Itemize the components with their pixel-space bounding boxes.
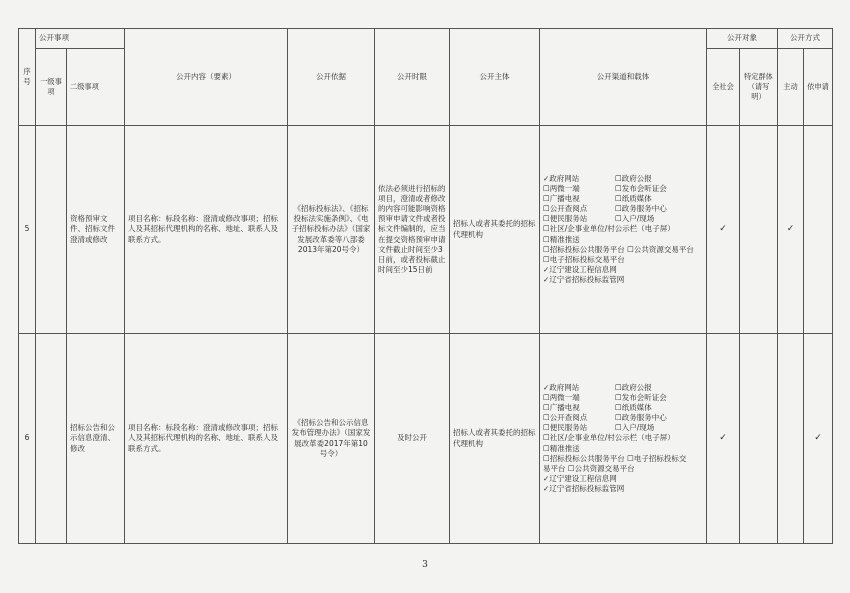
- channel-label: ☐社区/企事业单位/村公示栏（电子屏）: [543, 224, 675, 234]
- channel-item: [543, 275, 703, 285]
- channel-label: ☐政务服务中心: [615, 413, 667, 423]
- row-aud-specific: [740, 334, 778, 544]
- header-basis: 公开依据: [288, 29, 375, 126]
- channel-item: [543, 245, 703, 255]
- channel-item: [543, 474, 703, 484]
- table-row: [19, 334, 833, 544]
- channel-label: 易平台 ☐公共资源交易平台: [543, 463, 635, 473]
- header-method-request: 依申请: [804, 49, 833, 126]
- channel-item: [543, 224, 703, 234]
- row-level1: [36, 126, 67, 334]
- channel-item: [543, 454, 703, 464]
- channel-item: [543, 464, 703, 474]
- row-subject: 招标人或者其委托的招标代理机构: [450, 334, 540, 544]
- table-row: [19, 126, 833, 334]
- row-level1: [36, 334, 67, 544]
- channel-label: ✓辽宁省招标投标监管网: [543, 484, 625, 494]
- row-method-request: ✓: [804, 334, 833, 544]
- channel-label: ☐两微一端: [543, 392, 580, 402]
- channel-label: ✓政府网站: [543, 382, 580, 392]
- row-level2: 招标公告和公示信息澄清、修改: [67, 334, 125, 544]
- row-basis: 《招标公告和公示信息发布管理办法》（国家发展改革委2017年第10号令）: [288, 334, 375, 544]
- header-subject: 公开主体: [450, 29, 540, 126]
- channel-item: [543, 204, 703, 214]
- row-aud-specific: [740, 126, 778, 334]
- row-seq: 6: [19, 334, 36, 544]
- channel-item: [543, 184, 703, 194]
- row-time-limit: 依法必须进行招标的项目，澄清或者修改的内容可能影响资格预审申请文件或者投标文件编制的，应当在提交资格预审申请文件截止时间至少3日前，或者投标截止时间至少15日前: [375, 126, 450, 334]
- channel-item: [543, 174, 703, 184]
- page-number: 3: [422, 560, 428, 570]
- row-basis: 《招标投标法》、《招标投标法实施条例》、《电子招标投标办法》（国家发展改革委等八部委 2013年第20号令）: [288, 126, 375, 334]
- header-audience: 公开对象: [707, 29, 778, 49]
- channel-label: ✓辽宁省招标投标监管网: [543, 275, 625, 285]
- channel-label: ✓辽宁建设工程信息网: [543, 264, 617, 274]
- channel-label: ☐政府公报: [615, 173, 652, 183]
- header-seq: 序号: [19, 29, 36, 126]
- channel-item: [543, 194, 703, 204]
- row-aud-all: ✓: [707, 334, 740, 544]
- channel-label: ☐便民服务站: [543, 423, 588, 433]
- channel-label: ☐广播电视: [543, 194, 580, 204]
- channel-item: [543, 484, 703, 494]
- channel-label: ☐两微一端: [543, 183, 580, 193]
- channel-label: ☐招标投标公共服务平台 ☐公共资源交易平台: [543, 244, 694, 254]
- row-channels: [540, 334, 707, 544]
- header-method: 公开方式: [778, 29, 833, 49]
- channel-label: ☐招标投标公共服务平台 ☐电子招标投标交: [543, 453, 687, 463]
- channel-item: [543, 255, 703, 265]
- header-aud-specific: 特定群体（请写明）: [740, 49, 778, 126]
- header-content: 公开内容（要素）: [125, 29, 288, 126]
- row-subject: 招标人或者其委托的招标代理机构: [450, 126, 540, 334]
- channel-item: [543, 214, 703, 224]
- header-matters: 公开事项: [36, 29, 125, 49]
- channel-label: ☐纸质媒体: [615, 403, 652, 413]
- channel-item: [543, 383, 703, 393]
- row-channels: [540, 126, 707, 334]
- header-level1: 一级事项: [36, 49, 67, 126]
- channel-label: ☐入户/现场: [615, 423, 655, 433]
- header-method-active: 主动: [778, 49, 804, 126]
- row-content: 项目名称：标段名称：澄清或修改事项；招标人及其招标代理机构的名称、地址、联系人及联系方式。: [125, 334, 288, 544]
- document-page: [18, 28, 832, 548]
- header-channels: 公开渠道和载体: [540, 29, 707, 126]
- row-content: 项目名称：标段名称：澄清或修改事项；招标人及其招标代理机构的名称、地址、联系人及联系方式。: [125, 126, 288, 334]
- channel-label: ☐公开查阅点: [543, 413, 588, 423]
- channel-label: ☐电子招标投标交易平台: [543, 254, 625, 264]
- channel-label: ☐社区/企事业单位/村公示栏（电子屏）: [543, 433, 675, 443]
- channel-item: [543, 433, 703, 443]
- row-method-request: [804, 126, 833, 334]
- channel-item: [543, 265, 703, 275]
- channel-item: [543, 393, 703, 403]
- row-method-active: [778, 334, 804, 544]
- row-level2: 资格预审文件、招标文件澄清或修改: [67, 126, 125, 334]
- channel-label: ☐政务服务中心: [615, 204, 667, 214]
- header-aud-all: 全社会: [707, 49, 740, 126]
- row-time-limit: 及时公开: [375, 334, 450, 544]
- row-aud-all: ✓: [707, 126, 740, 334]
- row-method-active: ✓: [778, 126, 804, 334]
- channel-label: ☐精准推送: [543, 443, 580, 453]
- channel-label: ☐发布会听证会: [615, 392, 667, 402]
- channel-label: ☐发布会听证会: [615, 183, 667, 193]
- channel-label: ✓辽宁建设工程信息网: [543, 473, 617, 483]
- channel-item: [543, 423, 703, 433]
- channel-label: ☐广播电视: [543, 403, 580, 413]
- channel-label: ☐入户/现场: [615, 214, 655, 224]
- channel-label: ☐政府公报: [615, 382, 652, 392]
- channel-item: [543, 403, 703, 413]
- channel-label: ☐公开查阅点: [543, 204, 588, 214]
- channel-label: ☐精准推送: [543, 234, 580, 244]
- channel-item: [543, 235, 703, 245]
- channel-item: [543, 413, 703, 423]
- header-level2: 二级事项: [67, 49, 125, 126]
- channel-label: ☐纸质媒体: [615, 194, 652, 204]
- row-seq: 5: [19, 126, 36, 334]
- channel-label: ☐便民服务站: [543, 214, 588, 224]
- header-time-limit: 公开时限: [375, 29, 450, 126]
- channel-item: [543, 444, 703, 454]
- disclosure-table: [18, 28, 833, 544]
- channel-label: ✓政府网站: [543, 173, 580, 183]
